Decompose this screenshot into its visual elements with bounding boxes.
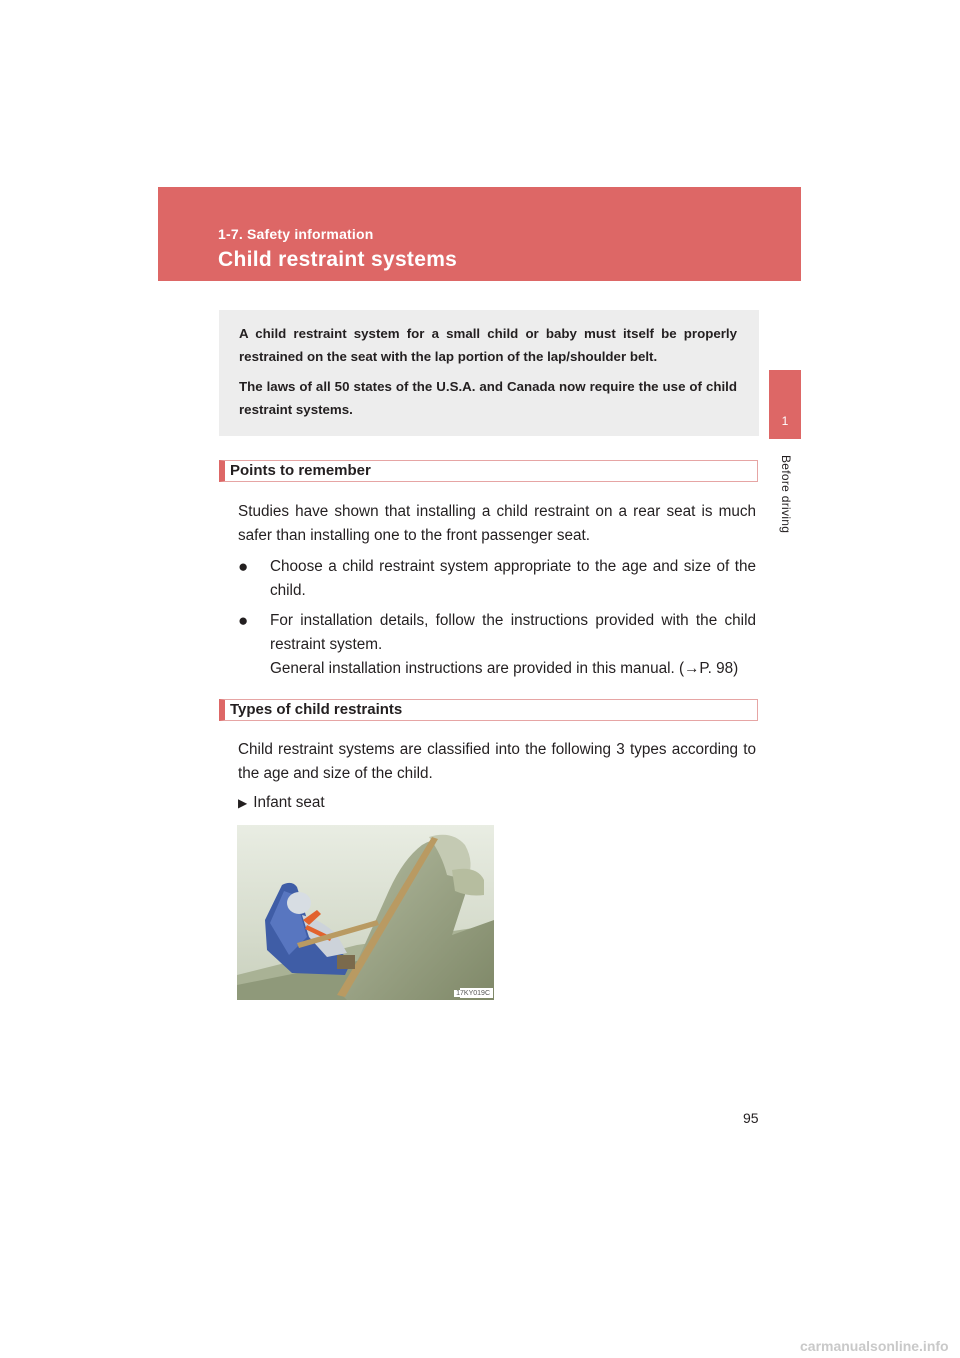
points-heading: Points to remember xyxy=(219,460,758,482)
types-heading: Types of child restraints xyxy=(219,699,758,721)
bullet-item xyxy=(238,555,756,603)
bullet-icon: ● xyxy=(238,611,249,630)
intro-paragraph-1: A child restraint system for a small child or baby must itself be properly restrained on the seat with the lap portion of the lap/shoulder belt. xyxy=(239,326,737,364)
bullet-item xyxy=(238,609,756,681)
intro-box xyxy=(219,310,759,436)
section-label: 1-7. Safety information xyxy=(218,226,374,242)
chapter-label: Before driving xyxy=(779,455,793,534)
bullet-icon: ● xyxy=(238,557,249,576)
page-number: 95 xyxy=(743,1110,759,1126)
infant-seat-item xyxy=(238,791,325,815)
triangle-icon: ▶ xyxy=(238,796,248,810)
infant-seat-label: Infant seat xyxy=(253,794,325,811)
watermark: carmanualsonline.info xyxy=(800,1338,949,1354)
bullet-text: Choose a child restraint system appropriate to the age and size of the child. xyxy=(270,558,756,599)
chapter-number: 1 xyxy=(781,414,789,428)
intro-paragraph-2: The laws of all 50 states of the U.S.A. and Canada now require the use of child restraint systems. xyxy=(239,379,737,417)
bullet-note: General installation instructions are provided in this manual. (→P. 98) xyxy=(270,660,739,677)
types-body: Child restraint systems are classified into the following 3 types according to the age and size of the child. xyxy=(238,741,756,782)
figure-code: 17KY019C xyxy=(456,990,490,997)
points-body: Studies have shown that installing a child restraint on a rear seat is much safer than installing one to the front passenger seat. xyxy=(238,503,756,544)
chapter-tab xyxy=(769,370,801,439)
bullet-text: For installation details, follow the instructions provided with the child restraint system. xyxy=(270,612,756,653)
page-title: Child restraint systems xyxy=(218,248,458,271)
infant-seat-drawing xyxy=(237,825,494,1000)
infant-seat-illustration xyxy=(237,825,494,1000)
